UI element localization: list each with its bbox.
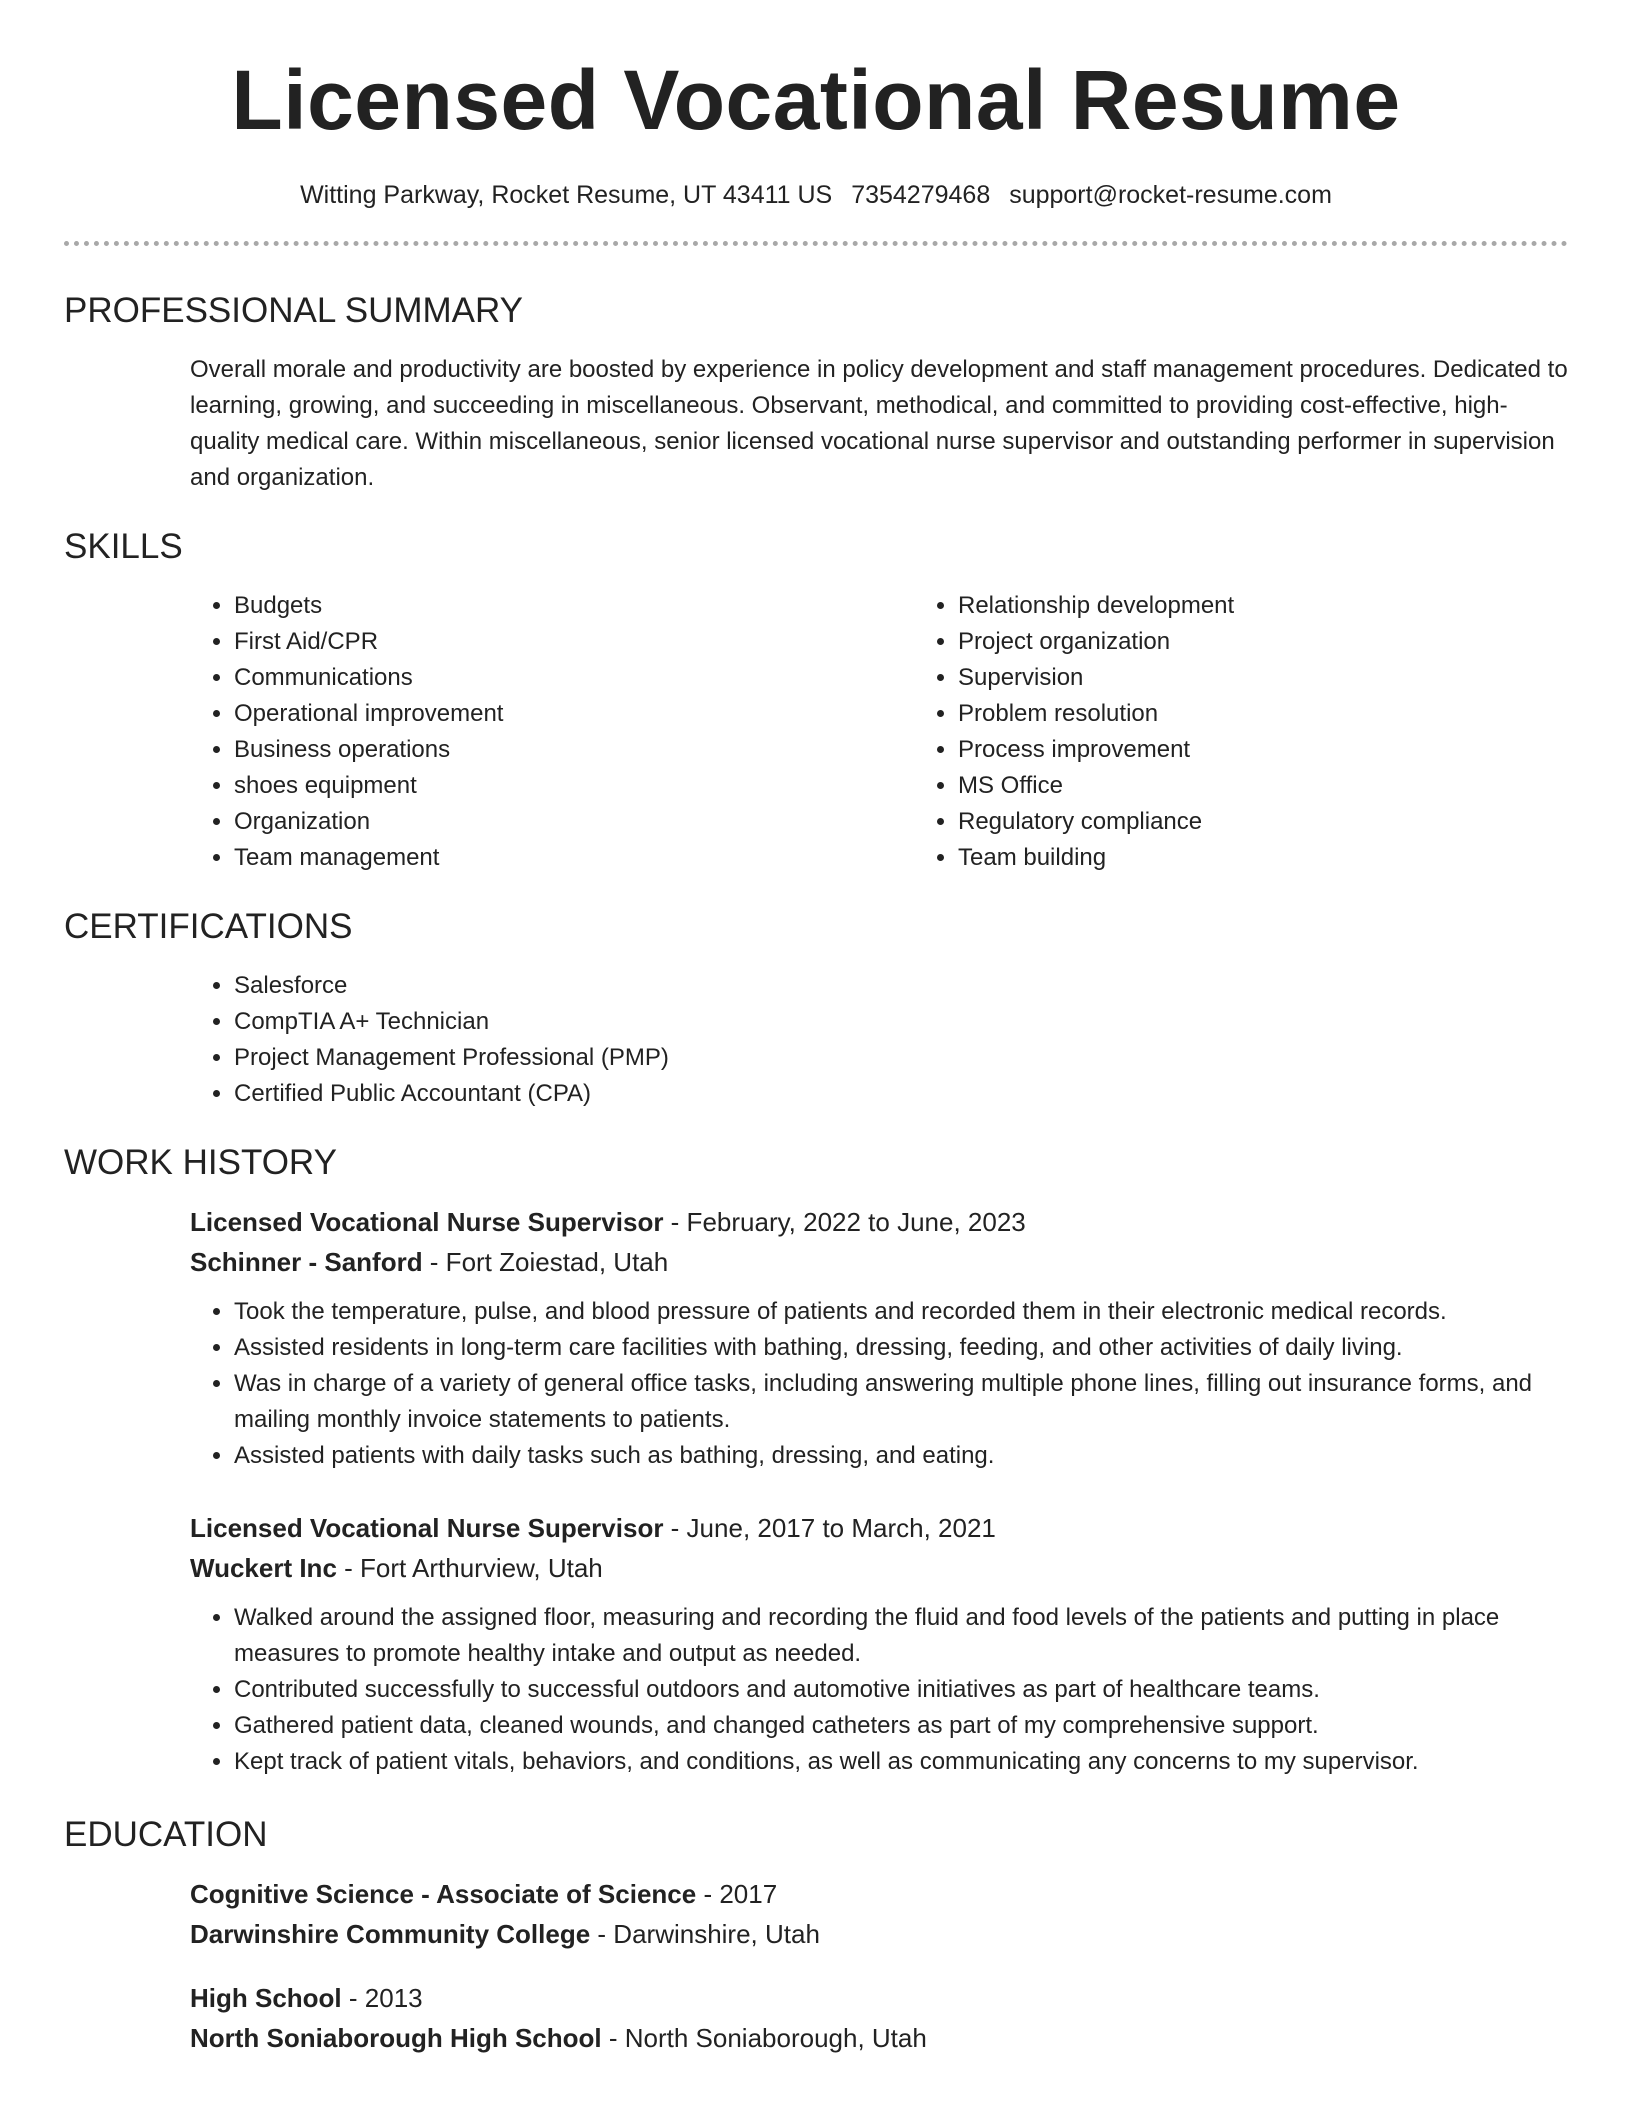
job-location: - Fort Arthurview, Utah <box>336 1553 603 1584</box>
skills-columns <box>190 588 1568 876</box>
certification-item: • Project Management Professional (PMP) <box>234 1040 1568 1076</box>
education-title: EDUCATION <box>64 1815 268 1855</box>
education-school-line <box>190 1914 1568 1954</box>
education-year: - 2017 <box>696 1879 778 1910</box>
summary-text: Overall morale and productivity are boosted by experience in policy development and staff management procedures. Dedicated to learning, growing, and succeeding in miscellaneous. Observant, methodical, and committed to providing cost-effective, high-quality medical care. Within miscellaneous, senior licensed vocational nurse supervisor and outstanding performer in supervision and organization. <box>190 356 1568 492</box>
contact-address: Witting Parkway, Rocket Resume, UT 43411 US <box>300 180 833 209</box>
education-location: - North Soniaborough, Utah <box>601 2023 927 2054</box>
job-entry <box>190 1508 1568 1780</box>
job-dates: - February, 2022 to June, 2023 <box>663 1207 1026 1238</box>
education-section <box>64 1814 1568 2058</box>
job-role: Licensed Vocational Nurse Supervisor <box>190 1513 664 1544</box>
skill-item: • Business operations <box>234 732 914 768</box>
certification-item: • CompTIA A+ Technician <box>234 1004 1568 1040</box>
job-bullet: • Contributed successfully to successful outdoors and automotive initiatives as part of healthcare teams. <box>234 1672 1568 1708</box>
job-dates: - June, 2017 to March, 2021 <box>663 1513 996 1544</box>
job-entry <box>190 1202 1568 1474</box>
job-bullets <box>190 1600 1568 1780</box>
job-company: Schinner - Sanford <box>190 1247 423 1278</box>
contact-line <box>64 179 1568 212</box>
job-bullet: • Walked around the assigned floor, measuring and recording the fluid and food levels of the patients and putting in place measures to promote healthy intake and output as needed. <box>234 1600 1568 1672</box>
education-entry <box>190 1874 1568 1954</box>
education-degree-line <box>190 1978 1568 2018</box>
education-entry <box>190 1978 1568 2058</box>
skill-item: • Project organization <box>958 624 1632 660</box>
certification-item: • Certified Public Accountant (CPA) <box>234 1076 1568 1112</box>
job-title-line <box>190 1508 1568 1548</box>
skill-item: • Operational improvement <box>234 696 914 732</box>
summary-section <box>64 290 1568 496</box>
education-degree-line <box>190 1874 1568 1914</box>
skills-list-left <box>190 588 914 876</box>
skill-item: • Budgets <box>234 588 914 624</box>
education-school: North Soniaborough High School <box>190 2023 602 2054</box>
header-divider <box>64 241 1568 246</box>
certifications-list <box>190 968 1568 1112</box>
job-bullet: • Assisted patients with daily tasks such as bathing, dressing, and eating. <box>234 1438 1568 1474</box>
skills-list-right <box>914 588 1632 876</box>
job-bullet: • Kept track of patient vitals, behaviors, and conditions, as well as communicating any concerns to my supervisor. <box>234 1744 1568 1780</box>
skill-item: • Supervision <box>958 660 1632 696</box>
certifications-section <box>64 906 1568 1112</box>
skill-item: • Regulatory compliance <box>958 804 1632 840</box>
education-body <box>64 1874 1568 2058</box>
job-company-line <box>190 1548 1568 1588</box>
skills-section <box>64 526 1568 876</box>
certifications-title: CERTIFICATIONS <box>64 907 353 947</box>
work-body <box>64 1202 1568 1780</box>
job-bullet: • Was in charge of a variety of general office tasks, including answering multiple phone lines, filling out insurance forms, and mailing monthly invoice statements to patients. <box>234 1366 1568 1438</box>
job-bullets <box>190 1294 1568 1474</box>
skill-item: • Organization <box>234 804 914 840</box>
job-company: Wuckert Inc <box>190 1553 337 1584</box>
summary-body <box>64 352 1568 496</box>
certifications-body <box>64 968 1568 1112</box>
skills-body <box>64 588 1568 876</box>
skill-item: • shoes equipment <box>234 768 914 804</box>
contact-phone: 7354279468 <box>851 180 991 209</box>
contact-email[interactable]: support@rocket-resume.com <box>1009 180 1332 209</box>
skill-item: • MS Office <box>958 768 1632 804</box>
education-degree: Cognitive Science - Associate of Science <box>190 1879 697 1910</box>
job-bullet: • Took the temperature, pulse, and blood pressure of patients and recorded them in their electronic medical records. <box>234 1294 1568 1330</box>
summary-title: PROFESSIONAL SUMMARY <box>64 291 523 331</box>
skill-item: • Problem resolution <box>958 696 1632 732</box>
skill-item: • Team management <box>234 840 914 876</box>
education-location: - Darwinshire, Utah <box>590 1919 820 1950</box>
job-location: - Fort Zoiestad, Utah <box>422 1247 669 1278</box>
skill-item: • Team building <box>958 840 1632 876</box>
education-degree: High School <box>190 1983 342 2014</box>
job-bullet: • Assisted residents in long-term care facilities with bathing, dressing, feeding, and other activities of daily living. <box>234 1330 1568 1366</box>
skill-item: • Process improvement <box>958 732 1632 768</box>
work-title: WORK HISTORY <box>64 1143 337 1183</box>
job-bullet: • Gathered patient data, cleaned wounds, and changed catheters as part of my comprehensive support. <box>234 1708 1568 1744</box>
skills-title: SKILLS <box>64 527 183 567</box>
job-company-line <box>190 1242 1568 1282</box>
skill-item: • Communications <box>234 660 914 696</box>
skill-item: • Relationship development <box>958 588 1632 624</box>
education-year: - 2013 <box>341 1983 423 2014</box>
certification-item: • Salesforce <box>234 968 1568 1004</box>
job-role: Licensed Vocational Nurse Supervisor <box>190 1207 664 1238</box>
education-school: Darwinshire Community College <box>190 1919 591 1950</box>
work-section <box>64 1142 1568 1780</box>
skill-item: • First Aid/CPR <box>234 624 914 660</box>
resume-header <box>64 0 1568 211</box>
job-title-line <box>190 1202 1568 1242</box>
education-school-line <box>190 2018 1568 2058</box>
resume-name: Licensed Vocational Resume <box>231 53 1401 147</box>
